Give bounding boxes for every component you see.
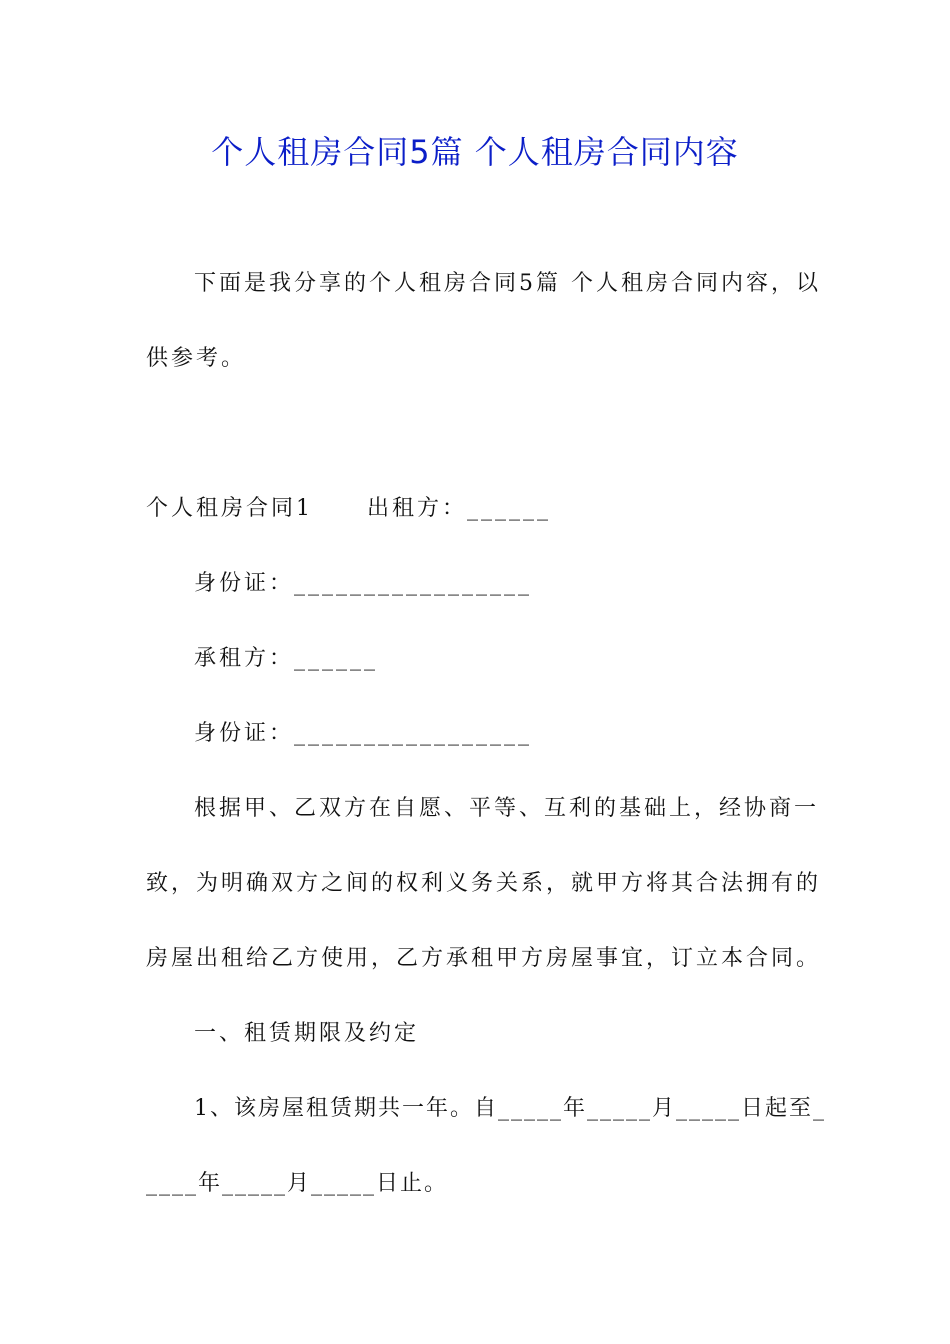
lessee-id-field: 身份证：_________________ <box>194 721 533 746</box>
document-title: 个人租房合同5篇 个人租房合同内容 <box>211 133 739 171</box>
lessee-field: 承租方：______ <box>194 646 379 671</box>
section-1-heading: 一、租赁期限及约定 <box>194 1021 420 1046</box>
clause-1-line-2: ____年_____月_____日止。 <box>146 1171 449 1196</box>
intro-line-2: 供参考。 <box>146 346 247 371</box>
clause-1-line-1: 1、该房屋租赁期共一年。自_____年_____月_____日起至_ <box>194 1096 826 1121</box>
lessor-field: 出租方：______ <box>367 496 552 521</box>
contract-heading: 个人租房合同1 <box>146 496 313 521</box>
intro-line-1: 下面是我分享的个人租房合同5篇 个人租房合同内容，以 <box>194 271 821 296</box>
contract-header-row <box>146 493 551 525</box>
paragraph-1-line-1: 根据甲、乙双方在自愿、平等、互利的基础上，经协商一 <box>194 796 820 821</box>
paragraph-1-line-2: 致，为明确双方之间的权利义务关系，就甲方将其合法拥有的 <box>146 871 822 896</box>
paragraph-1-line-3: 房屋出租给乙方使用，乙方承租甲方房屋事宜，订立本合同。 <box>146 946 822 971</box>
lessor-id-field: 身份证：_________________ <box>194 571 533 596</box>
